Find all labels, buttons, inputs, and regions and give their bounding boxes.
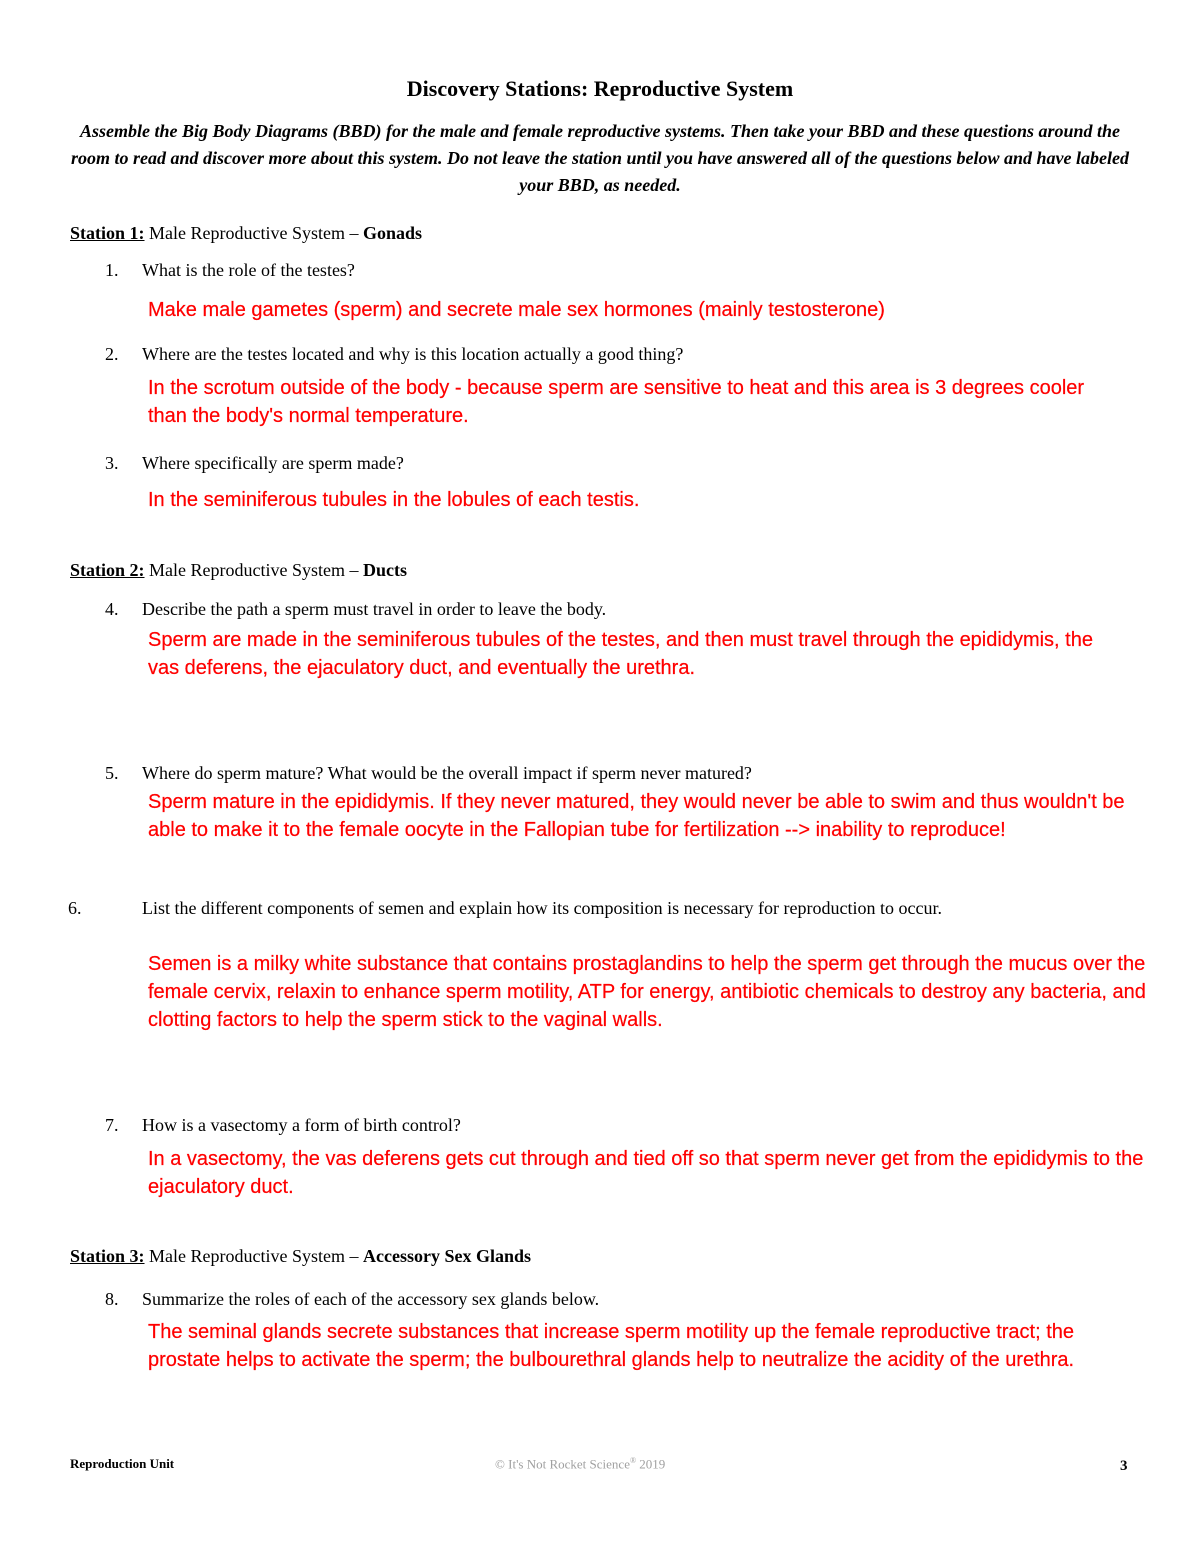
answer-3: In the seminiferous tubules in the lobules of each testis. [148, 489, 640, 511]
question-number: 6. [68, 898, 82, 918]
station-topic-bold: Ducts [362, 560, 407, 580]
page-title: Discovery Stations: Reproductive System [406, 76, 794, 101]
answer-7: In a vasectomy, the vas deferens gets cut through and tied off so that sperm never get from the epididymis to the ejaculatory duct. [148, 1148, 1144, 1198]
question-number: 5. [105, 763, 119, 783]
question-number: 1. [105, 260, 119, 280]
question-1 [105, 257, 1145, 283]
question-number: 4. [105, 599, 119, 619]
station-label: Station 1: [70, 223, 145, 243]
station-3-heading [70, 1246, 531, 1267]
page-number: 3 [1120, 1458, 1128, 1474]
answer-2: In the scrotum outside of the body - because sperm are sensitive to heat and this area is 3 degrees cooler than the body's normal temperature. [148, 377, 1085, 427]
answer-4: Sperm are made in the seminiferous tubules of the testes, and then must travel through the epididymis, the vas deferens, the ejaculatory duct, and eventually the urethra. [148, 629, 1093, 679]
question-text: Where do sperm mature? What would be the overall impact if sperm never matured? [142, 763, 752, 783]
question-3 [105, 450, 1145, 476]
question-7 [105, 1112, 1145, 1138]
question-text: Describe the path a sperm must travel in order to leave the body. [142, 599, 607, 619]
footer-copyright [495, 1456, 665, 1472]
registered-mark: ® [629, 1456, 637, 1465]
answer-6: Semen is a milky white substance that contains prostaglandins to help the sperm get through the mucus over the female cervix, relaxin to enhance sperm motility, ATP for energy, antibiotic chemicals to destroy any bacteria, and clotting factors to help the sperm stick to the vaginal walls. [148, 953, 1146, 1031]
station-label: Station 2: [70, 560, 145, 580]
answer-5: Sperm mature in the epididymis. If they never matured, they would never be able to swim and thus wouldn't be able to make it to the female oocyte in the Fallopian tube for fertilization --> inability to reproduce! [148, 791, 1125, 841]
station-topic-bold: Gonads [362, 223, 423, 243]
question-text: Where specifically are sperm made? [142, 453, 404, 473]
station-topic: Male Reproductive System – [149, 223, 363, 243]
question-text: Summarize the roles of each of the accessory sex glands below. [142, 1289, 600, 1309]
question-number: 8. [105, 1289, 119, 1309]
question-number: 2. [105, 344, 119, 364]
station-topic: Male Reproductive System – [149, 560, 363, 580]
copyright-year: 2019 [636, 1456, 666, 1472]
station-label: Station 3: [70, 1246, 145, 1266]
answer-1: Make male gametes (sperm) and secrete male sex hormones (mainly testosterone) [148, 299, 885, 321]
station-1-heading [70, 223, 422, 244]
answer-8: The seminal glands secrete substances that increase sperm motility up the female reproductive tract; the prostate helps to activate the sperm; the bulbourethral glands help to neutralize the acidity of the urethra. [148, 1321, 1075, 1371]
question-8 [105, 1286, 1145, 1312]
question-4 [105, 596, 1145, 622]
question-2 [105, 341, 1145, 367]
station-2-heading [70, 560, 407, 581]
footer-unit: Reproduction Unit [70, 1456, 175, 1471]
question-5 [105, 760, 1145, 786]
station-topic: Male Reproductive System – [149, 1246, 363, 1266]
question-text: How is a vasectomy a form of birth control? [142, 1115, 461, 1135]
station-topic-bold: Accessory Sex Glands [362, 1246, 531, 1266]
question-number: 3. [105, 453, 119, 473]
question-text: What is the role of the testes? [142, 260, 355, 280]
question-text: Where are the testes located and why is this location actually a good thing? [142, 344, 684, 364]
instructions: Assemble the Big Body Diagrams (BBD) for the male and female reproductive systems. Then take your BBD and these questions around the room to read and discover more about this system. Do not leave the station until you have answered all of the questions below and have labeled your BBD, as needed. [70, 121, 1130, 195]
copyright-text: © It's Not Rocket Science [495, 1456, 630, 1472]
question-number: 7. [105, 1115, 119, 1135]
question-6 [68, 895, 1172, 921]
question-text: List the different components of semen and explain how its composition is necessary for reproduction to occur. [142, 898, 942, 918]
